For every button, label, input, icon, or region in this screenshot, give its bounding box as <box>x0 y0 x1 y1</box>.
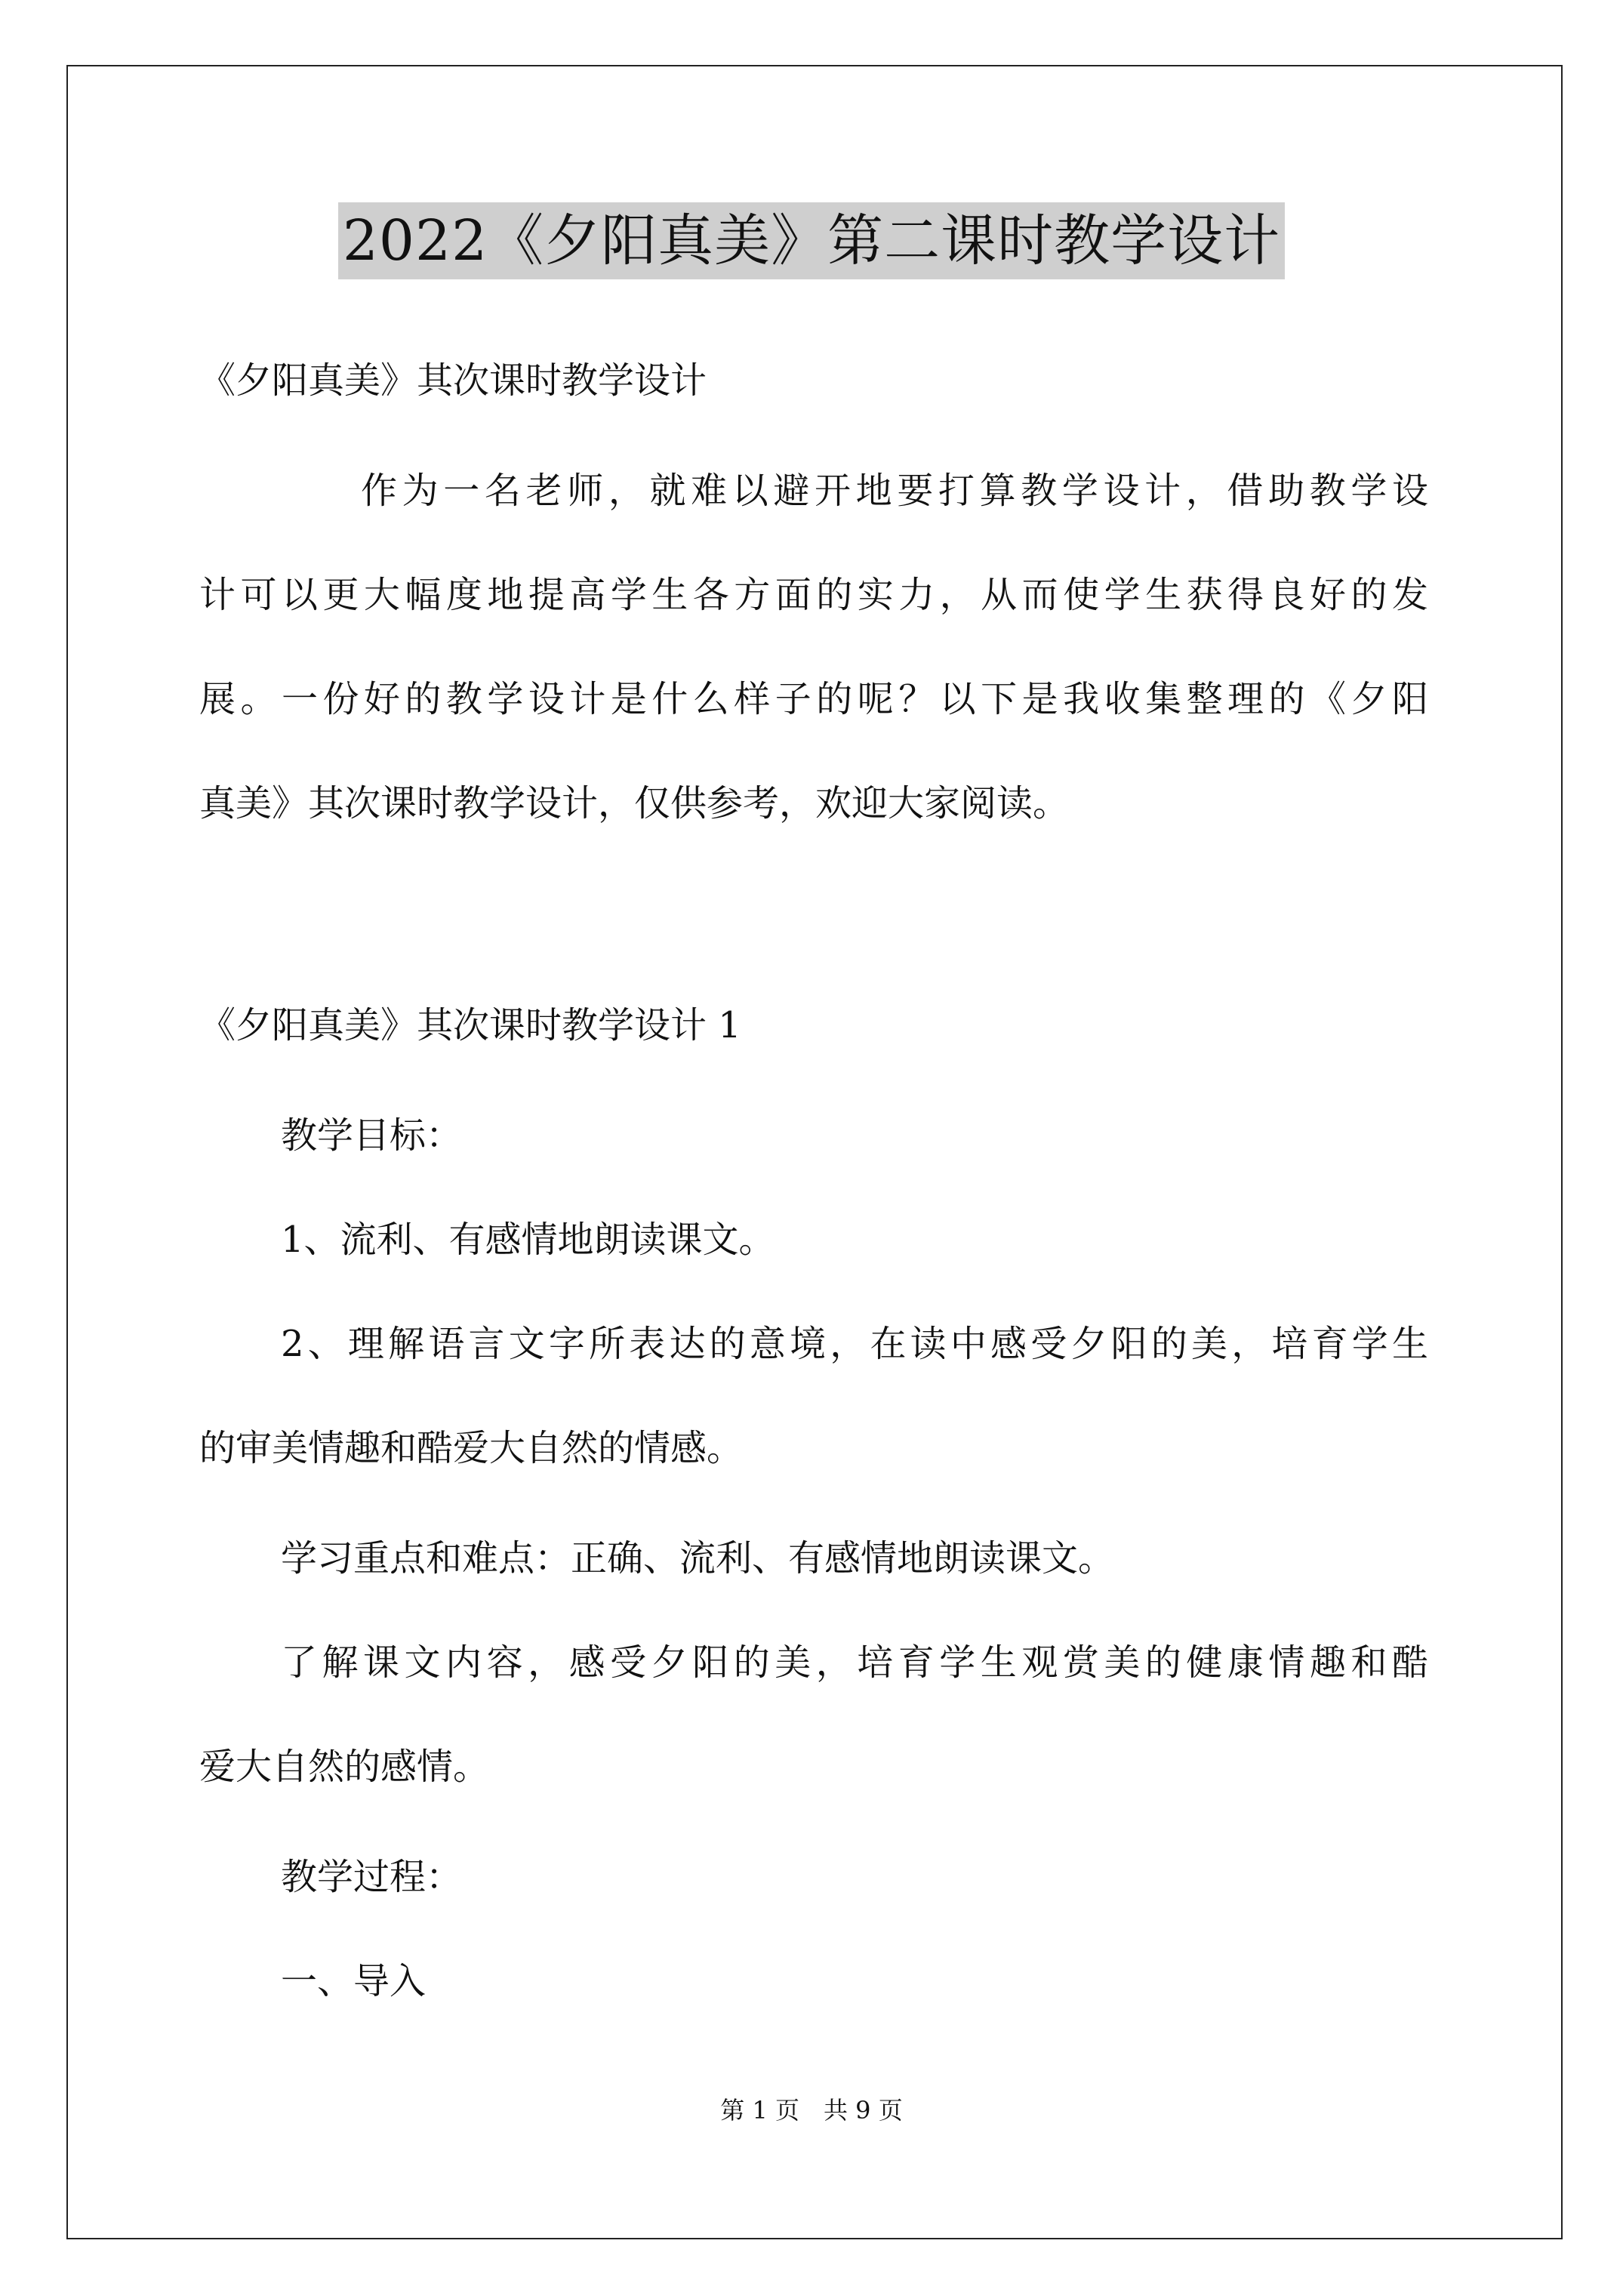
subtitle-line: 《夕阳真美》其次课时教学设计 <box>199 359 707 402</box>
page-footer: 第 1 页 共 9 页 <box>720 2096 903 2125</box>
understanding-line-1: 了解课文内容，感受夕阳的美，培育学生观赏美的健康情趣和酷 <box>281 1641 1428 1684</box>
document-title: 2022《夕阳真美》第二课时教学设计 <box>338 202 1285 279</box>
goal-item-2-line-1: 2、理解语言文字所表达的意境，在读中感受夕阳的美，培育学生 <box>281 1323 1428 1365</box>
step-one-heading: 一、导入 <box>281 1960 427 2002</box>
title-container <box>0 202 1623 279</box>
intro-line-4: 真美》其次课时教学设计，仅供参考，欢迎大家阅读。 <box>199 782 1070 824</box>
intro-line-2: 计可以更大幅度地提高学生各方面的实力，从而使学生获得良好的发 <box>199 574 1428 616</box>
goal-item-1: 1、流利、有感情地朗读课文。 <box>281 1219 775 1261</box>
section-heading: 《夕阳真美》其次课时教学设计 1 <box>199 1004 741 1046</box>
understanding-line-2: 爱大自然的感情。 <box>199 1746 490 1788</box>
key-points-line: 学习重点和难点：正确、流利、有感情地朗读课文。 <box>281 1537 1115 1579</box>
goals-heading: 教学目标： <box>281 1114 463 1157</box>
intro-line-3: 展。一份好的教学设计是什么样子的呢？以下是我收集整理的《夕阳 <box>199 678 1428 720</box>
process-heading: 教学过程： <box>281 1856 463 1898</box>
goal-item-2-line-2: 的审美情趣和酷爱大自然的情感。 <box>199 1427 744 1469</box>
intro-line-1: 作为一名老师，就难以避开地要打算教学设计，借助教学设 <box>361 470 1428 512</box>
